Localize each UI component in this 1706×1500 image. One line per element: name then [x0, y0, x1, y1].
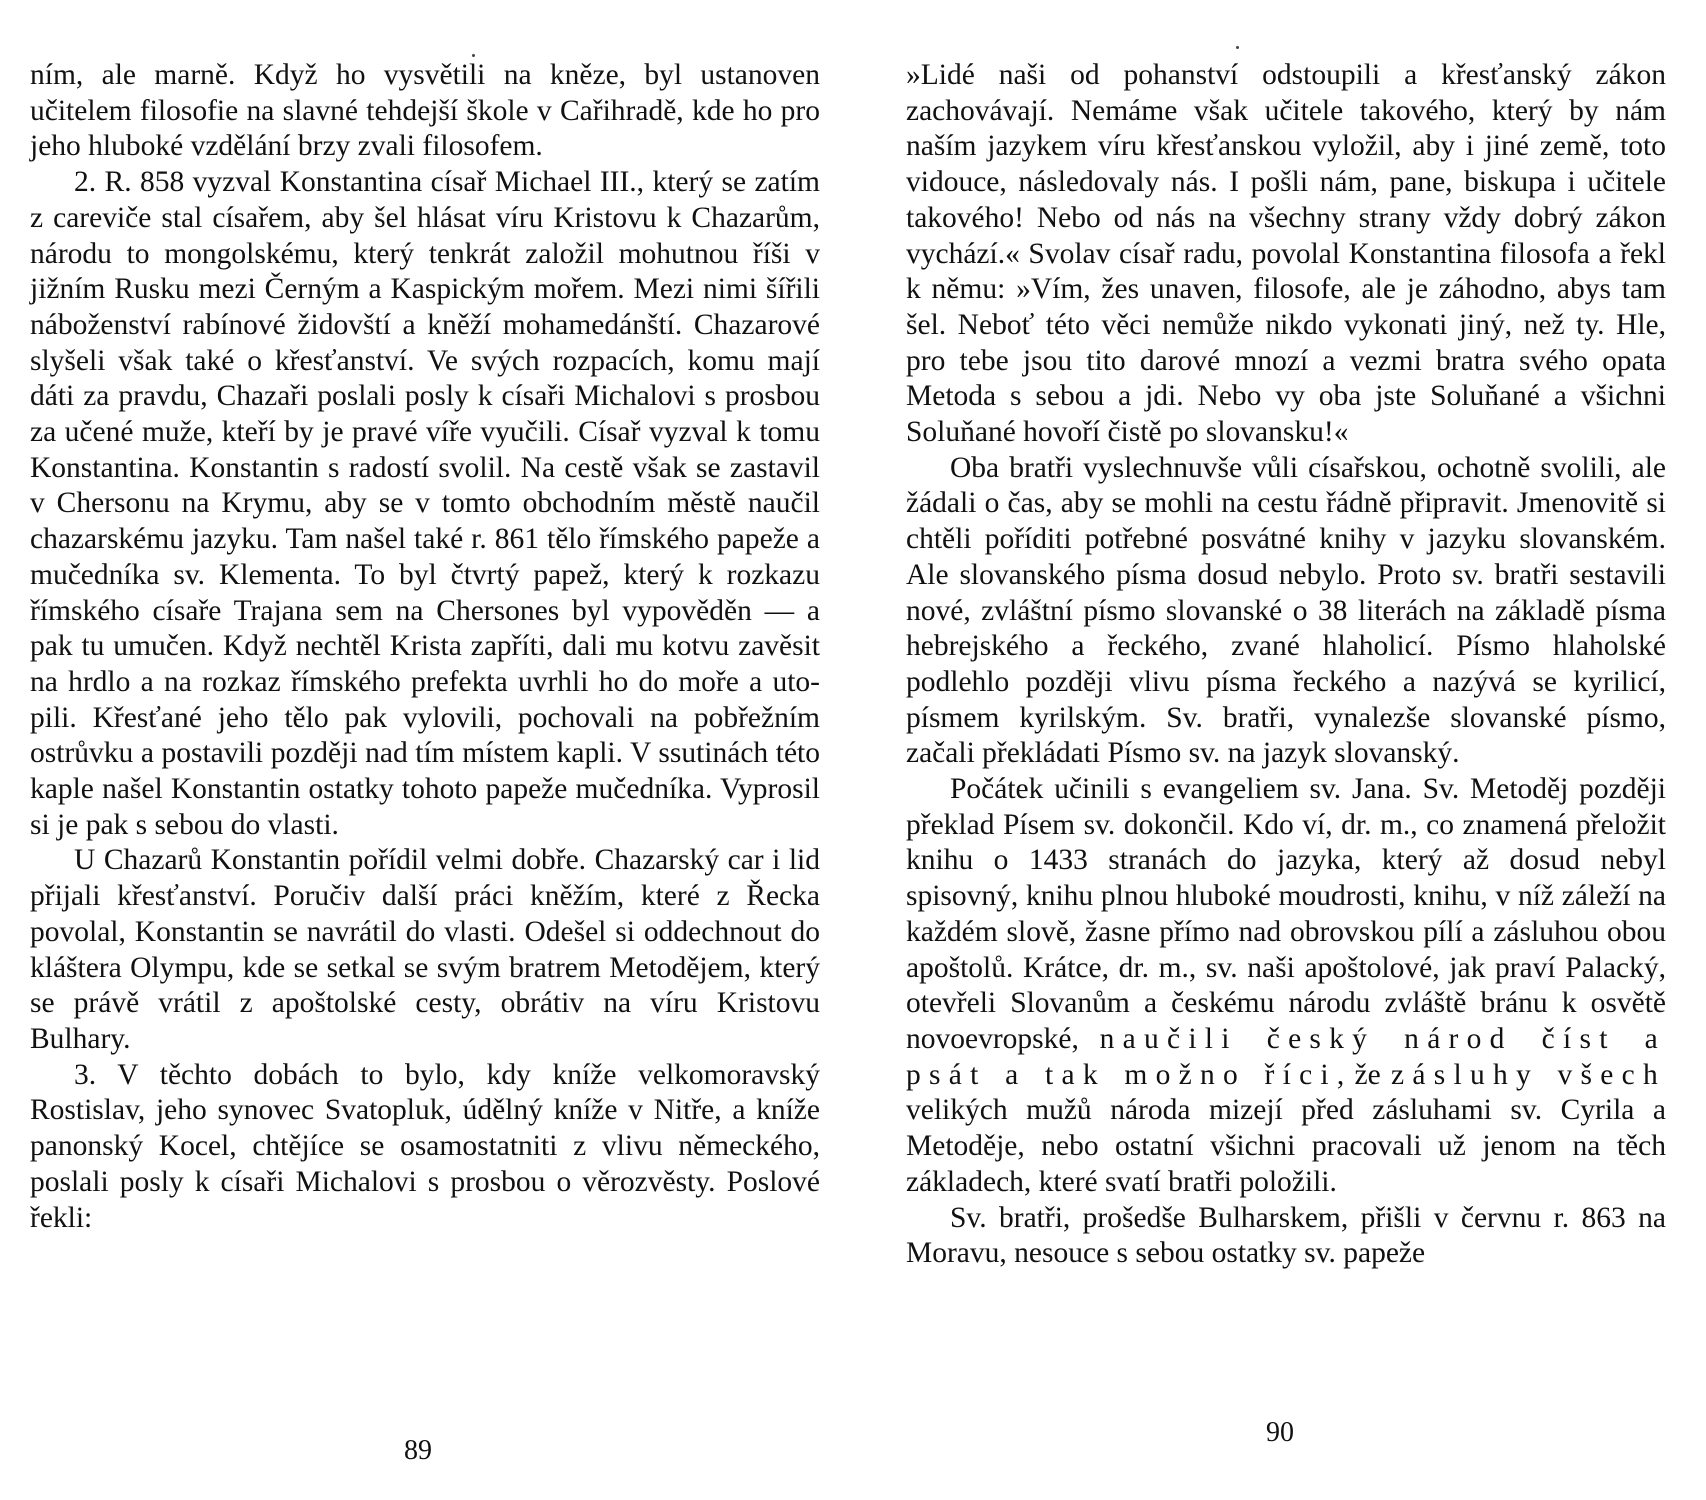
page-number-left: 89	[404, 1435, 432, 1466]
paragraph-text: Počátek učinili s evangeliem sv. Jana. Sv. Metoděj později překlad Písem sv. dokončil. Kdo ví, dr. m., co znamená přeložit knihu o 1433 stranách do jazyka, který až dosud nebyl spisovný, knihu plnou hluboké moudrosti, knihu, v níž záleží na každém slově, žasne přímo nad obrovskou pílí a zásluhou obou apoštolů. Krátce, dr. m., sv. naši apoštolové, jak praví Palacký, otevřeli Slovanům a českému národu zvláště bránu k osvětě novoevropské,	[906, 773, 1666, 1055]
paragraph-text: velikých mužů národa mizejí před zásluhami sv. Cyrila a Metoděje, nebo ostatní všichni pracovali už jenom na těch základech, které svatí bratři položili.	[906, 1094, 1666, 1198]
paragraph: 3. V těchto dobách to bylo, kdy kníže velkomoravský Rostislav, jeho synovec Svatopluk, údělný kníže v Nitře, a kníže panonský Kocel, chtějíce se osamostatniti z vlivu německého, poslali posly k císaři Michalovi s prosbou o věrozvěsty. Poslové řekli:	[30, 1058, 820, 1234]
page-number-right: 90	[1266, 1417, 1294, 1448]
paragraph: ním, ale marně. Když ho vysvětili na kněze, byl ustanoven učitelem filosofie na slavné tehdejší škole v Cařihradě, kde ho pro jeho hluboké vzdělání brzy zvali filosofem.	[30, 59, 820, 163]
paragraph-with-emphasis	[906, 772, 1666, 1200]
left-page	[30, 58, 820, 1236]
paragraph: Sv. bratři, prošedše Bulharskem, přišli v červnu r. 863 na Moravu, nesouce s sebou ostatky sv. papeže	[906, 1201, 1666, 1270]
right-page	[906, 58, 1666, 1272]
paragraph: »Lidé naši od pohanství odstoupili a křesťanský zákon zachovávají. Nemáme však učitele takového, který by nám naším jazykem víru křesťanskou vyložil, aby i jiné země, toto vidouce, následovaly nás. I pošli nám, pane, biskupa i učitele takového! Nebo od nás na všechny strany vždy dobrý zákon vychází.« Svolav císař radu, povolal Konstantina filosofa a řekl k němu: »Vím, žes unaven, filosofe, ale je záhodno, abys tam šel. Neboť této věci nemůže nikdo vykonati jiný, než ty. Hle, pro tebe jsou tito darové mnozí a vezmi bratra svého opata Metoda s sebou a jdi. Nebo vy oba jste Soluňané a všichni Soluňané hovoří čistě po slovansku!«	[906, 59, 1666, 449]
paragraph: Oba bratři vyslechnuvše vůli císařskou, ochotně svolili, ale žádali o čas, aby se mohli na cestu řádně připravit. Jmenovitě si chtěli poříditi potřebné posvátné knihy v jazyku slovanském. Ale slovanského písma dosud nebylo. Proto sv. bratři sestavili nové, zvláštní písmo slovanské o 38 literách na základě písma hebrejského a řeckého, zvané hlaholicí. Písmo hlaholské podlehlo později vlivu písma řeckého a nazývá se kyrilicí, písmem kyrilským. Sv. bratři, vynalezše slovanské písmo, začali překládati Písmo sv. na jazyk slovanský.	[906, 451, 1666, 770]
paragraph-text: , že	[1336, 1058, 1381, 1091]
spaced-emphasis: naučili český národ číst a psát a tak možno říci	[906, 1022, 1667, 1091]
spaced-emphasis: zásluhy všech	[1391, 1058, 1666, 1091]
paragraph: 2. R. 858 vyzval Konstantina císař Michael III., který se zatím z careviče stal císařem, aby šel hlásat víru Kristovu k Chazarům, národu to mongolskému, který tenkrát založil mohutnou říši v jižním Rusku mezi Černým a Kaspickým mořem. Mezi nimi šířili náboženství rabínové židovští a kněží mohamedánští. Chazarové slyšeli však také o křesťanství. Ve svých rozpacích, komu mají dáti za pravdu, Chazaři poslali posly k císaři Michalovi s prosbou za učené muže, kteří by je pravé víře vyučili. Císař vyzval k tomu Konstantina. Konstantin s radostí svolil. Na cestě však se zastavil v Chersonu na Krymu, aby se v tomto obchodním městě naučil chazarskému jazyku. Tam našel také r. 861 tělo římského papeže a mučedníka sv. Klementa. To byl čtvrtý papež, který k rozkazu římského císaře Trajana sem na Chersones byl vypověděn — a pak tu umučen. Když nechtěl Krista zapříti, dali mu kotvu zavěsit na hrdlo a na rozkaz římského prefekta uvrhli ho do moře a utopili. Křesťané jeho tělo pak vylovili, pochovali na pobřežním ostrůvku a postavili později nad tím místem kapli. V ssutinách této kaple našel Konstantin ostatky tohoto papeže mučedníka. Vyprosil si je pak s sebou do vlasti.	[30, 166, 820, 841]
paragraph: U Chazarů Konstantin pořídil velmi dobře. Chazarský car i lid přijali křesťanství. Poručiv další práci kněžím, které z Řecka povolal, Konstantin se navrátil do vlasti. Odešel si oddechnout do kláštera Olympu, kde se setkal se svým bratrem Metodějem, který se právě vrátil z apoštolské cesty, obrátiv na víru Kristovu Bulhary.	[30, 844, 820, 1055]
print-speck	[472, 54, 475, 57]
print-speck	[1236, 46, 1239, 49]
